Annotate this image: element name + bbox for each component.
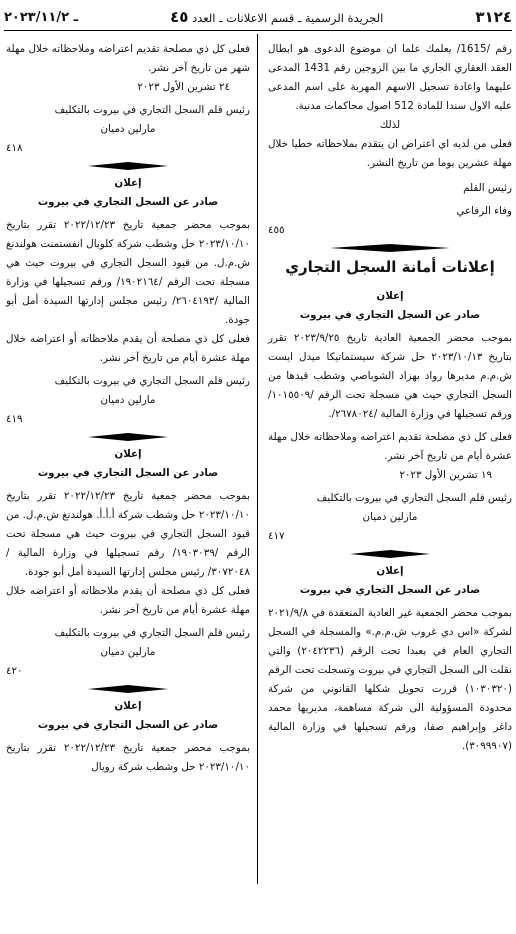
notice-date: ٢٤ تشرين الأول ٢٠٢٣ — [137, 81, 230, 93]
notice-number: ٤٥٥ — [268, 224, 285, 236]
issue-date: ـ ٢٠٢٣/١١/٢ — [4, 9, 79, 25]
notice-body: بموجب محضر جمعية تاريخ ٢٠٢٢/١٢/٢٣ تقرر بتاريخ ٢٠٢٣/١٠/١٠ حل وشطب شركة كلوبال انفستمنت هولندنغ ش.م.ل. من قيود السجل التجاري في بيروت حيث هي مسجلة تحت الرقم /١٩٠٢١٦٤/ ورقم تسجيلها في وزارة المالية /٢٦٠٤١٩٣/ رئيس مجلس إدارتها السيدة أمل أبو جودة. — [6, 219, 250, 326]
notice-text: فعلى كل ذي مصلحة تقديم اعتراضه وملاحظاته خلال مهلة عشرة أيام من تاريخ آخر نشر. — [268, 431, 512, 462]
paragraph: فعلى من لديه اي اعتراض ان يتقدم بملاحظاته خطيا خلال مهلة عشرين يوما من تاريخ النشر. — [268, 138, 512, 169]
notice-divider — [268, 550, 512, 558]
notice-text: فعلى كل ذي مصلحة تقديم اعتراضه وملاحظاته خلال مهلة شهر من تاريخ آخر نشر. — [6, 43, 250, 74]
page-header — [4, 4, 512, 31]
signer-title: رئيس قلم السجل التجاري في بيروت بالتكليف — [54, 375, 250, 387]
notice-body: بموجب محضر الجمعية العادية تاريخ ٢٠٢٣/٩/٢٥ تقرر بتاريخ ٢٠٢٣/١٠/١٣ حل شركة سيستماتيكا ميدل ايست ش.م.م مديرها رواد بهزاد الشوباصي وشطب قيدها من السجل التجاري حيث هي مسجلة تحت الرقم /١٠١٥٥٠٩/ ورقم تسجيلها في وزارة المالية /٢٦٧٨٠٢٤/. — [268, 332, 512, 420]
page-number: ٣١٢٤ — [475, 8, 512, 26]
notice-number: ٤٢٠ — [6, 665, 23, 677]
notice-heading: إعلان — [114, 448, 142, 460]
signer-name: مارلين دميان — [100, 394, 156, 406]
signer-title: رئيس القلم — [463, 182, 512, 194]
header-title — [170, 8, 383, 26]
notice-number: ٤١٨ — [6, 142, 23, 154]
signer-name: مارلين دميان — [362, 511, 418, 523]
right-column — [268, 40, 512, 756]
notice-body: بموجب محضر جمعية تاريخ ٢٠٢٢/١٢/٢٣ تقرر بتاريخ ٢٠٢٣/١٠/١٠ حل وشطب شركة أ.أ.أ. هولندنغ ش.م.ل. من قيود السجل التجاري في بيروت حيث هي مسجلة تحت الرقم /١٩٠٣٠٣٩/ رقم تسجيلها في وزارة المالية /٣٠٧٢٠٤٨/ رئيس مجلس إدارتها السيدة أمل أبو جودة. — [6, 490, 250, 578]
signer-title: رئيس قلم السجل التجاري في بيروت بالتكليف — [316, 492, 512, 504]
notice-text: فعلى كل ذي مصلحة أن يقدم ملاحظاته أو اعتراضه خلال مهلة عشرة أيام من تاريخ آخر نشر. — [6, 333, 250, 364]
notice-subheading: صادر عن السجل التجاري في بيروت — [37, 467, 219, 479]
section-divider — [268, 244, 512, 252]
notice-body: بموجب محضر الجمعية غير العادية المنعقدة في ٢٠٢١/٩/٨ لشركة «اس دي غروب ش.م.م.» والمسجلة في السجل التجاري العام في بعبدا تحت الرقم (٢٠٤٢٢٣٦) والتي نقلت الى السجل التجاري في بيروت وتسجلت تحت الرقم (١٠٣٠٣٢٠) قررت تحويل شكلها القانوني من شركة محدودة المسؤولية الى شركة مساهمة، مديريها محمد داغر وإبراهيم صفا، ورقم تسجيلها في وزارة المالية (٣٠٩٩٩٠٧). — [267, 607, 512, 752]
notice-subheading: صادر عن السجل التجاري في بيروت — [37, 719, 219, 731]
therefore-label: لذلك — [379, 119, 401, 131]
notice-number: ٤١٧ — [268, 530, 285, 542]
issue-number: ٤٥ — [170, 8, 189, 26]
notice-divider — [6, 433, 250, 441]
notice-heading: إعلان — [114, 700, 142, 712]
column-divider — [257, 34, 258, 884]
paragraph: رقم /1615/ يعلمك علما ان موضوع الدعوى هو ابطال العقد العقاري الجاري ما بين الزوجين رقم 1431 المدعى عليهما واعادة تسجيل الاسهم المهربة على اسم المدعى عليه الاول سندا للمادة 512 اصول محاكمات مدنية. — [268, 43, 512, 112]
signer-name: وفاء الرفاعي — [456, 205, 512, 217]
signer-title: رئيس قلم السجل التجاري في بيروت بالتكليف — [54, 627, 250, 639]
signer-title: رئيس قلم السجل التجاري في بيروت بالتكليف — [54, 104, 250, 116]
notice-subheading: صادر عن السجل التجاري في بيروت — [299, 584, 481, 596]
notice-divider — [6, 685, 250, 693]
notice-divider — [6, 162, 250, 170]
notice-subheading: صادر عن السجل التجاري في بيروت — [37, 196, 219, 208]
signer-name: مارلين دميان — [100, 123, 156, 135]
notice-heading: إعلان — [376, 565, 404, 577]
notice-heading: إعلان — [114, 177, 142, 189]
section-title: إعلانات أمانة السجل التجاري — [285, 258, 495, 276]
notice-body: بموجب محضر جمعية تاريخ ٢٠٢٢/١٢/٢٣ تقرر بتاريخ ٢٠٢٣/١٠/١٠ حل وشطب شركة رويال — [6, 742, 250, 773]
publication-title: الجريدة الرسمية ـ قسم الاعلانات ـ العدد — [192, 11, 384, 25]
notice-subheading: صادر عن السجل التجاري في بيروت — [299, 309, 481, 321]
left-column — [6, 40, 250, 777]
notice-number: ٤١٩ — [6, 413, 23, 425]
notice-text: فعلى كل ذي مصلحة أن يقدم ملاحظاته أو اعتراضه خلال مهلة عشرة أيام من تاريخ آخر نشر. — [6, 585, 250, 616]
notice-heading: إعلان — [376, 290, 404, 302]
notice-date: ١٩ تشرين الأول ٢٠٢٣ — [399, 469, 492, 481]
signer-name: مارلين دميان — [100, 646, 156, 658]
